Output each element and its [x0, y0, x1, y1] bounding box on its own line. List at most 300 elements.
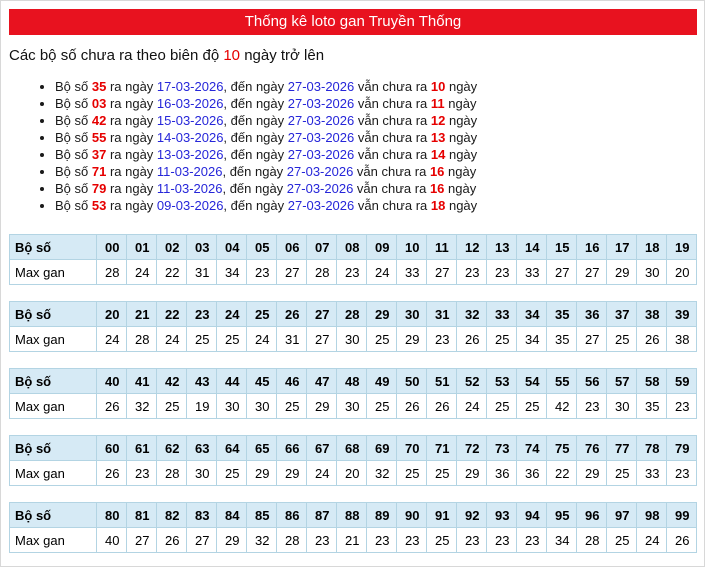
table-row-label: Bộ số: [10, 369, 97, 394]
table-number-cell: 89: [367, 503, 397, 528]
table-number-cell: 70: [397, 436, 427, 461]
table-maxgan-cell: 30: [607, 394, 637, 419]
gan-item-text: , đến ngày: [223, 198, 288, 213]
table-number-cell: 12: [457, 235, 487, 260]
table-maxgan-cell: 29: [457, 461, 487, 486]
table-number-cell: 51: [427, 369, 457, 394]
table-maxgan-cell: 26: [427, 394, 457, 419]
gan-list-item: [55, 197, 697, 214]
table-header-row: [10, 503, 697, 528]
table-number-cell: 32: [457, 302, 487, 327]
table-maxgan-cell: 23: [397, 528, 427, 553]
table-number-cell: 21: [127, 302, 157, 327]
subtitle-pre: Các bộ số chưa ra theo biên độ: [9, 47, 224, 64]
gan-list-item: [55, 112, 697, 129]
table-number-cell: 49: [367, 369, 397, 394]
table-number-cell: 41: [127, 369, 157, 394]
table-number-cell: 44: [217, 369, 247, 394]
gan-item-suffix: ngày: [445, 79, 478, 94]
gan-list: [9, 78, 697, 214]
table-value-label: Max gan: [10, 394, 97, 419]
gan-item-text: ra ngày: [106, 147, 157, 162]
table-number-cell: 83: [187, 503, 217, 528]
table-number-cell: 03: [187, 235, 217, 260]
table-maxgan-cell: 30: [217, 394, 247, 419]
gan-item-from-date: 16-03-2026: [156, 96, 224, 111]
table-number-cell: 69: [367, 436, 397, 461]
table-number-cell: 11: [427, 235, 457, 260]
table-maxgan-cell: 26: [667, 528, 697, 553]
table-maxgan-cell: 26: [97, 394, 127, 419]
gan-item-text: vẫn chưa ra: [353, 164, 430, 179]
table-number-cell: 48: [337, 369, 367, 394]
gan-item-text: ra ngày: [106, 198, 157, 213]
table-maxgan-cell: 23: [667, 394, 697, 419]
table-number-cell: 65: [247, 436, 277, 461]
gan-item-prefix: Bộ số: [55, 96, 92, 111]
table-maxgan-cell: 31: [277, 327, 307, 352]
gan-item-number: 03: [91, 96, 107, 111]
table-maxgan-cell: 22: [547, 461, 577, 486]
table-value-label: Max gan: [10, 327, 97, 352]
gan-item-number: 42: [91, 113, 107, 128]
gan-item-number: 35: [91, 79, 107, 94]
gan-item-suffix: ngày: [445, 113, 478, 128]
table-number-cell: 67: [307, 436, 337, 461]
table-number-cell: 81: [127, 503, 157, 528]
table-number-cell: 37: [607, 302, 637, 327]
table-maxgan-cell: 36: [517, 461, 547, 486]
table-number-cell: 05: [247, 235, 277, 260]
table-maxgan-cell: 29: [247, 461, 277, 486]
table-number-cell: 13: [487, 235, 517, 260]
table-maxgan-cell: 27: [277, 260, 307, 285]
gan-item-days: 10: [430, 79, 446, 94]
gan-item-suffix: ngày: [444, 164, 477, 179]
table-number-cell: 97: [607, 503, 637, 528]
table-number-cell: 46: [277, 369, 307, 394]
table-maxgan-cell: 25: [487, 394, 517, 419]
table-maxgan-cell: 27: [427, 260, 457, 285]
gan-item-from-date: 15-03-2026: [156, 113, 224, 128]
table-value-row: [10, 528, 697, 553]
table-number-cell: 92: [457, 503, 487, 528]
table-maxgan-cell: 26: [97, 461, 127, 486]
table-maxgan-cell: 23: [667, 461, 697, 486]
table-maxgan-cell: 19: [187, 394, 217, 419]
table-number-cell: 54: [517, 369, 547, 394]
gan-item-prefix: Bộ số: [55, 147, 92, 162]
table-maxgan-cell: 25: [487, 327, 517, 352]
table-number-cell: 30: [397, 302, 427, 327]
gan-item-text: , đến ngày: [223, 130, 288, 145]
table-number-cell: 31: [427, 302, 457, 327]
table-maxgan-cell: 23: [427, 327, 457, 352]
gan-item-from-date: 09-03-2026: [156, 198, 224, 213]
table-number-cell: 27: [307, 302, 337, 327]
table-maxgan-cell: 30: [187, 461, 217, 486]
table-maxgan-cell: 24: [247, 327, 277, 352]
table-maxgan-cell: 23: [487, 528, 517, 553]
gan-item-text: vẫn chưa ra: [354, 79, 431, 94]
table-maxgan-cell: 29: [607, 260, 637, 285]
table-number-cell: 02: [157, 235, 187, 260]
table-maxgan-cell: 27: [187, 528, 217, 553]
table-maxgan-cell: 25: [607, 461, 637, 486]
table-maxgan-cell: 28: [157, 461, 187, 486]
table-number-cell: 86: [277, 503, 307, 528]
gan-item-text: vẫn chưa ra: [354, 198, 431, 213]
table-maxgan-cell: 26: [457, 327, 487, 352]
table-number-cell: 59: [667, 369, 697, 394]
table-maxgan-cell: 23: [127, 461, 157, 486]
table-maxgan-cell: 24: [157, 327, 187, 352]
table-maxgan-cell: 25: [367, 394, 397, 419]
gan-item-text: vẫn chưa ra: [354, 113, 431, 128]
gan-item-from-date: 17-03-2026: [156, 79, 224, 94]
subtitle-threshold: 10: [223, 47, 241, 64]
table-maxgan-cell: 25: [157, 394, 187, 419]
table-number-cell: 35: [547, 302, 577, 327]
table-number-cell: 16: [577, 235, 607, 260]
gan-item-days: 18: [430, 198, 446, 213]
table-maxgan-cell: 27: [577, 327, 607, 352]
table-maxgan-cell: 35: [547, 327, 577, 352]
gan-item-suffix: ngày: [445, 130, 478, 145]
table-value-row: [10, 327, 697, 352]
table-number-cell: 40: [97, 369, 127, 394]
table-number-cell: 77: [607, 436, 637, 461]
gan-item-text: , đến ngày: [223, 96, 288, 111]
table-value-label: Max gan: [10, 461, 97, 486]
table-number-cell: 60: [97, 436, 127, 461]
table-maxgan-cell: 33: [637, 461, 667, 486]
table-maxgan-cell: 32: [127, 394, 157, 419]
table-number-cell: 28: [337, 302, 367, 327]
table-maxgan-cell: 25: [427, 461, 457, 486]
table-maxgan-cell: 24: [457, 394, 487, 419]
table-value-label: Max gan: [10, 528, 97, 553]
table-maxgan-cell: 29: [217, 528, 247, 553]
gan-item-prefix: Bộ số: [55, 181, 92, 196]
gan-table-60-79: [9, 435, 697, 486]
table-maxgan-cell: 30: [337, 394, 367, 419]
gan-item-prefix: Bộ số: [55, 198, 92, 213]
table-maxgan-cell: 28: [307, 260, 337, 285]
table-number-cell: 62: [157, 436, 187, 461]
table-number-cell: 85: [247, 503, 277, 528]
gan-table-80-99: [9, 502, 697, 553]
table-number-cell: 26: [277, 302, 307, 327]
table-maxgan-cell: 33: [397, 260, 427, 285]
gan-item-prefix: Bộ số: [55, 130, 92, 145]
gan-item-text: ra ngày: [106, 113, 157, 128]
gan-list-item: [55, 180, 697, 197]
table-number-cell: 76: [577, 436, 607, 461]
table-number-cell: 53: [487, 369, 517, 394]
gan-item-from-date: 13-03-2026: [156, 147, 224, 162]
gan-item-to-date: 27-03-2026: [287, 79, 355, 94]
table-maxgan-cell: 23: [367, 528, 397, 553]
gan-item-suffix: ngày: [444, 96, 477, 111]
table-number-cell: 45: [247, 369, 277, 394]
table-maxgan-cell: 25: [607, 327, 637, 352]
gan-item-number: 71: [91, 164, 107, 179]
table-maxgan-cell: 29: [577, 461, 607, 486]
table-number-cell: 94: [517, 503, 547, 528]
table-maxgan-cell: 34: [217, 260, 247, 285]
gan-item-days: 16: [429, 181, 445, 196]
gan-item-to-date: 27-03-2026: [287, 96, 355, 111]
table-number-cell: 24: [217, 302, 247, 327]
gan-item-days: 14: [430, 147, 446, 162]
table-number-cell: 90: [397, 503, 427, 528]
gan-item-text: vẫn chưa ra: [354, 130, 431, 145]
gan-item-days: 11: [430, 96, 445, 111]
table-number-cell: 04: [217, 235, 247, 260]
table-row-label: Bộ số: [10, 302, 97, 327]
table-number-cell: 91: [427, 503, 457, 528]
table-maxgan-cell: 25: [517, 394, 547, 419]
gan-list-item: [55, 129, 697, 146]
table-value-row: [10, 461, 697, 486]
table-number-cell: 00: [97, 235, 127, 260]
gan-item-suffix: ngày: [445, 147, 478, 162]
gan-item-prefix: Bộ số: [55, 79, 92, 94]
table-maxgan-cell: 23: [307, 528, 337, 553]
table-maxgan-cell: 24: [307, 461, 337, 486]
table-maxgan-cell: 28: [97, 260, 127, 285]
table-maxgan-cell: 23: [457, 260, 487, 285]
table-maxgan-cell: 29: [307, 394, 337, 419]
table-number-cell: 79: [667, 436, 697, 461]
gan-list-item: [55, 146, 697, 163]
gan-item-text: vẫn chưa ra: [353, 181, 430, 196]
gan-table-20-39: [9, 301, 697, 352]
gan-item-prefix: Bộ số: [55, 113, 92, 128]
table-maxgan-cell: 22: [157, 260, 187, 285]
table-number-cell: 17: [607, 235, 637, 260]
table-maxgan-cell: 34: [547, 528, 577, 553]
gan-item-number: 79: [91, 181, 107, 196]
gan-list-item: [55, 163, 697, 180]
table-number-cell: 25: [247, 302, 277, 327]
table-maxgan-cell: 23: [577, 394, 607, 419]
table-number-cell: 10: [397, 235, 427, 260]
gan-item-text: , đến ngày: [222, 164, 287, 179]
table-maxgan-cell: 27: [307, 327, 337, 352]
table-maxgan-cell: 27: [127, 528, 157, 553]
page-title: Thống kê loto gan Truyền Thống: [244, 13, 462, 30]
table-maxgan-cell: 26: [637, 327, 667, 352]
table-number-cell: 75: [547, 436, 577, 461]
table-maxgan-cell: 24: [367, 260, 397, 285]
gan-item-number: 55: [91, 130, 107, 145]
table-number-cell: 39: [667, 302, 697, 327]
table-number-cell: 33: [487, 302, 517, 327]
table-value-label: Max gan: [10, 260, 97, 285]
gan-item-number: 37: [91, 147, 107, 162]
table-maxgan-cell: 25: [187, 327, 217, 352]
table-maxgan-cell: 27: [577, 260, 607, 285]
table-number-cell: 56: [577, 369, 607, 394]
table-maxgan-cell: 20: [667, 260, 697, 285]
table-number-cell: 14: [517, 235, 547, 260]
table-maxgan-cell: 24: [127, 260, 157, 285]
gan-item-from-date: 11-03-2026: [156, 181, 223, 196]
table-maxgan-cell: 25: [397, 461, 427, 486]
gan-item-text: ra ngày: [106, 181, 157, 196]
table-maxgan-cell: 31: [187, 260, 217, 285]
table-number-cell: 07: [307, 235, 337, 260]
table-number-cell: 08: [337, 235, 367, 260]
table-number-cell: 74: [517, 436, 547, 461]
gan-item-days: 16: [429, 164, 445, 179]
gan-item-to-date: 27-03-2026: [286, 181, 354, 196]
gan-item-text: vẫn chưa ra: [354, 96, 431, 111]
table-maxgan-cell: 30: [637, 260, 667, 285]
gan-item-suffix: ngày: [444, 181, 477, 196]
table-maxgan-cell: 32: [247, 528, 277, 553]
table-row-label: Bộ số: [10, 436, 97, 461]
table-number-cell: 20: [97, 302, 127, 327]
gan-list-item: [55, 78, 697, 95]
table-maxgan-cell: 25: [607, 528, 637, 553]
gan-item-text: ra ngày: [106, 79, 157, 94]
table-maxgan-cell: 42: [547, 394, 577, 419]
table-maxgan-cell: 23: [517, 528, 547, 553]
table-number-cell: 88: [337, 503, 367, 528]
table-number-cell: 29: [367, 302, 397, 327]
table-number-cell: 68: [337, 436, 367, 461]
table-number-cell: 19: [667, 235, 697, 260]
table-number-cell: 82: [157, 503, 187, 528]
table-maxgan-cell: 25: [277, 394, 307, 419]
table-number-cell: 50: [397, 369, 427, 394]
table-maxgan-cell: 27: [547, 260, 577, 285]
table-number-cell: 61: [127, 436, 157, 461]
gan-tables: [9, 234, 697, 553]
page-header-bar: [9, 9, 697, 35]
table-maxgan-cell: 36: [487, 461, 517, 486]
table-maxgan-cell: 23: [457, 528, 487, 553]
table-maxgan-cell: 30: [337, 327, 367, 352]
table-number-cell: 84: [217, 503, 247, 528]
table-number-cell: 22: [157, 302, 187, 327]
table-number-cell: 38: [637, 302, 667, 327]
table-maxgan-cell: 26: [157, 528, 187, 553]
table-number-cell: 18: [637, 235, 667, 260]
table-number-cell: 09: [367, 235, 397, 260]
gan-item-text: , đến ngày: [223, 79, 288, 94]
table-maxgan-cell: 23: [487, 260, 517, 285]
gan-item-text: , đến ngày: [223, 113, 288, 128]
table-number-cell: 42: [157, 369, 187, 394]
table-maxgan-cell: 25: [217, 461, 247, 486]
table-number-cell: 73: [487, 436, 517, 461]
table-number-cell: 78: [637, 436, 667, 461]
table-number-cell: 72: [457, 436, 487, 461]
gan-item-text: vẫn chưa ra: [354, 147, 431, 162]
table-maxgan-cell: 34: [517, 327, 547, 352]
table-number-cell: 93: [487, 503, 517, 528]
table-maxgan-cell: 24: [97, 327, 127, 352]
table-number-cell: 87: [307, 503, 337, 528]
gan-item-from-date: 11-03-2026: [156, 164, 223, 179]
table-header-row: [10, 436, 697, 461]
gan-item-text: , đến ngày: [222, 181, 287, 196]
table-maxgan-cell: 29: [277, 461, 307, 486]
table-number-cell: 15: [547, 235, 577, 260]
gan-item-text: ra ngày: [106, 130, 157, 145]
table-number-cell: 66: [277, 436, 307, 461]
table-header-row: [10, 302, 697, 327]
table-number-cell: 99: [667, 503, 697, 528]
subtitle: [9, 47, 697, 65]
table-maxgan-cell: 32: [367, 461, 397, 486]
table-maxgan-cell: 30: [247, 394, 277, 419]
table-number-cell: 47: [307, 369, 337, 394]
table-number-cell: 64: [217, 436, 247, 461]
table-maxgan-cell: 25: [427, 528, 457, 553]
table-maxgan-cell: 24: [637, 528, 667, 553]
table-maxgan-cell: 28: [127, 327, 157, 352]
gan-item-to-date: 27-03-2026: [287, 113, 355, 128]
table-maxgan-cell: 40: [97, 528, 127, 553]
table-maxgan-cell: 23: [247, 260, 277, 285]
table-number-cell: 98: [637, 503, 667, 528]
table-number-cell: 06: [277, 235, 307, 260]
table-header-row: [10, 235, 697, 260]
gan-table-00-19: [9, 234, 697, 285]
table-maxgan-cell: 20: [337, 461, 367, 486]
table-number-cell: 58: [637, 369, 667, 394]
table-number-cell: 23: [187, 302, 217, 327]
table-number-cell: 01: [127, 235, 157, 260]
table-value-row: [10, 260, 697, 285]
table-number-cell: 34: [517, 302, 547, 327]
table-number-cell: 71: [427, 436, 457, 461]
gan-item-text: , đến ngày: [223, 147, 288, 162]
gan-item-suffix: ngày: [445, 198, 478, 213]
table-maxgan-cell: 35: [637, 394, 667, 419]
table-maxgan-cell: 23: [337, 260, 367, 285]
gan-item-number: 53: [91, 198, 107, 213]
table-number-cell: 95: [547, 503, 577, 528]
gan-item-days: 13: [430, 130, 446, 145]
gan-table-40-59: [9, 368, 697, 419]
table-number-cell: 80: [97, 503, 127, 528]
gan-item-text: ra ngày: [106, 96, 157, 111]
table-number-cell: 55: [547, 369, 577, 394]
table-maxgan-cell: 25: [217, 327, 247, 352]
gan-item-text: ra ngày: [106, 164, 157, 179]
table-number-cell: 57: [607, 369, 637, 394]
table-number-cell: 52: [457, 369, 487, 394]
table-value-row: [10, 394, 697, 419]
gan-item-to-date: 27-03-2026: [287, 147, 355, 162]
gan-list-item: [55, 95, 697, 112]
gan-item-to-date: 27-03-2026: [287, 198, 355, 213]
table-number-cell: 63: [187, 436, 217, 461]
table-maxgan-cell: 21: [337, 528, 367, 553]
table-number-cell: 43: [187, 369, 217, 394]
table-row-label: Bộ số: [10, 503, 97, 528]
gan-item-from-date: 14-03-2026: [156, 130, 224, 145]
table-header-row: [10, 369, 697, 394]
gan-item-to-date: 27-03-2026: [287, 130, 355, 145]
gan-item-days: 12: [430, 113, 446, 128]
